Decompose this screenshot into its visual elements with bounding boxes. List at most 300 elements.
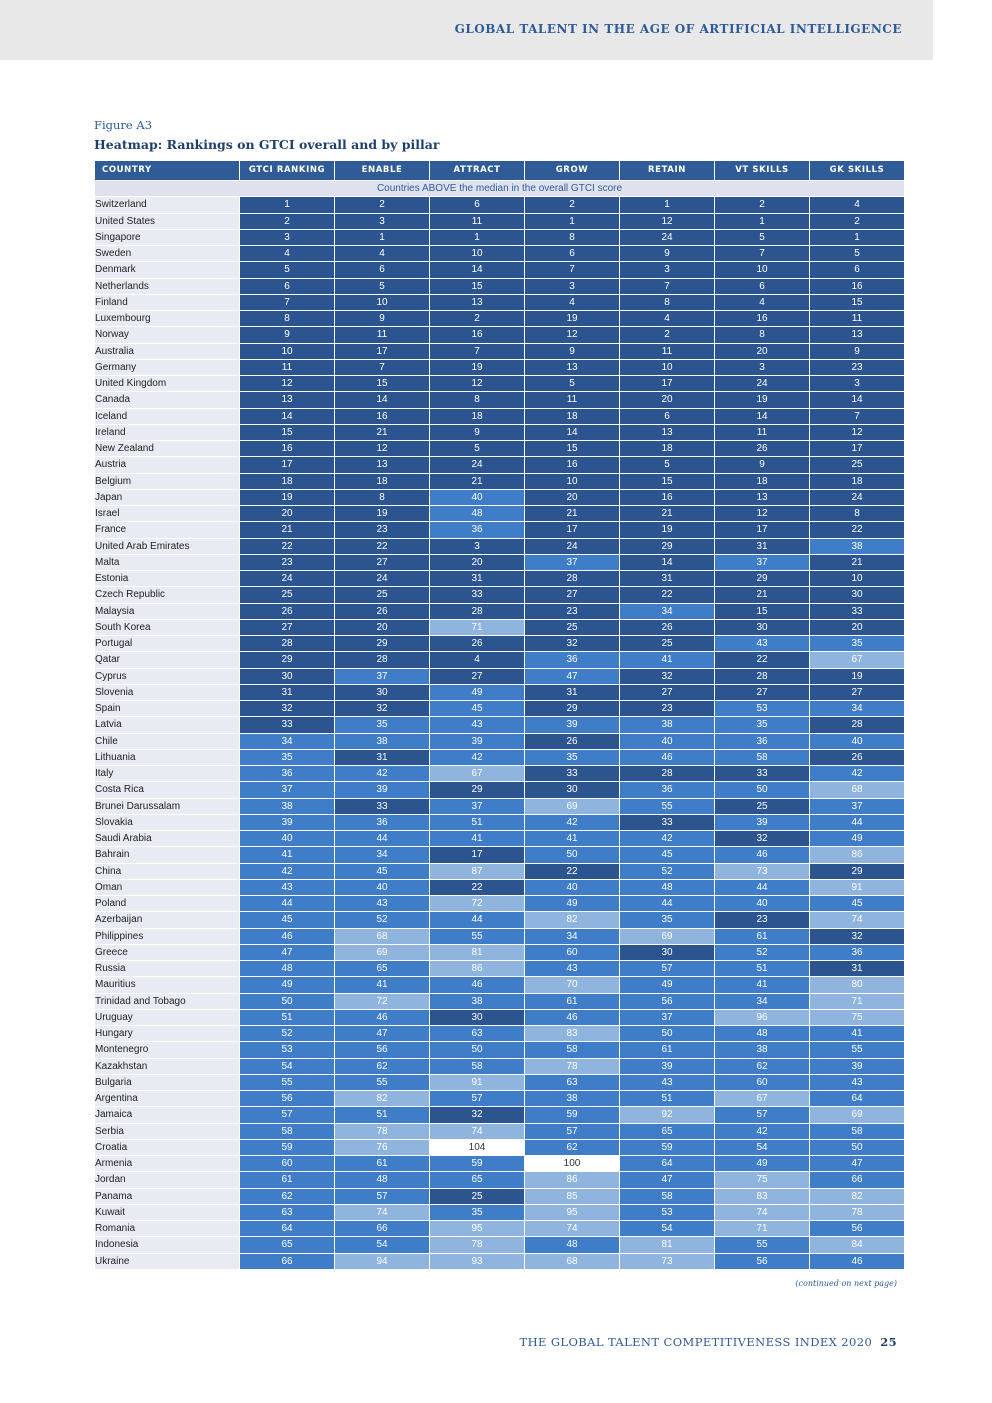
table-row xyxy=(95,620,904,636)
rank-cell: 4 xyxy=(620,311,714,327)
country-name: Chile xyxy=(95,734,239,750)
table-row xyxy=(95,1059,904,1075)
rank-cell: 61 xyxy=(525,994,619,1010)
rank-cell: 8 xyxy=(620,295,714,311)
rank-cell: 28 xyxy=(240,636,334,652)
rank-cell: 19 xyxy=(715,392,809,408)
rank-cell: 59 xyxy=(525,1107,619,1123)
country-name: Austria xyxy=(95,457,239,473)
rank-cell: 27 xyxy=(620,685,714,701)
rank-cell: 25 xyxy=(810,457,904,473)
rank-cell: 54 xyxy=(335,1237,429,1253)
continued-note: (continued on next page) xyxy=(795,1279,897,1288)
rank-cell: 75 xyxy=(715,1172,809,1188)
rank-cell: 13 xyxy=(810,327,904,343)
table-row xyxy=(95,766,904,782)
rank-cell: 46 xyxy=(335,1010,429,1026)
rank-cell: 42 xyxy=(810,766,904,782)
rank-cell: 19 xyxy=(240,490,334,506)
rank-cell: 14 xyxy=(335,392,429,408)
country-name: France xyxy=(95,522,239,538)
country-name: Australia xyxy=(95,344,239,360)
country-name: Croatia xyxy=(95,1140,239,1156)
rank-cell: 50 xyxy=(240,994,334,1010)
country-name: Slovenia xyxy=(95,685,239,701)
rank-cell: 36 xyxy=(525,652,619,668)
rank-cell: 4 xyxy=(525,295,619,311)
rank-cell: 46 xyxy=(810,1254,904,1270)
rank-cell: 47 xyxy=(240,945,334,961)
rank-cell: 33 xyxy=(620,815,714,831)
rank-cell: 86 xyxy=(525,1172,619,1188)
rank-cell: 14 xyxy=(430,262,524,278)
rank-cell: 12 xyxy=(715,506,809,522)
table-row xyxy=(95,799,904,815)
rank-cell: 36 xyxy=(430,522,524,538)
rank-cell: 38 xyxy=(715,1042,809,1058)
table-row xyxy=(95,1237,904,1253)
rank-cell: 19 xyxy=(525,311,619,327)
rank-cell: 6 xyxy=(525,246,619,262)
rank-cell: 10 xyxy=(430,246,524,262)
rank-cell: 11 xyxy=(810,311,904,327)
rank-cell: 74 xyxy=(810,912,904,928)
country-name: Azerbaijan xyxy=(95,912,239,928)
rank-cell: 18 xyxy=(525,409,619,425)
rank-cell: 96 xyxy=(715,1010,809,1026)
rank-cell: 7 xyxy=(620,279,714,295)
rank-cell: 9 xyxy=(240,327,334,343)
column-header: GROW xyxy=(525,161,619,181)
rank-cell: 48 xyxy=(715,1026,809,1042)
rank-cell: 13 xyxy=(430,295,524,311)
rank-cell: 81 xyxy=(620,1237,714,1253)
rank-cell: 45 xyxy=(810,896,904,912)
rank-cell: 32 xyxy=(240,701,334,717)
table-row xyxy=(95,831,904,847)
rank-cell: 47 xyxy=(620,1172,714,1188)
rank-cell: 26 xyxy=(335,604,429,620)
table-row xyxy=(95,441,904,457)
rank-cell: 55 xyxy=(715,1237,809,1253)
rank-cell: 55 xyxy=(620,799,714,815)
rank-cell: 58 xyxy=(525,1042,619,1058)
rank-cell: 34 xyxy=(810,701,904,717)
rank-cell: 25 xyxy=(620,636,714,652)
table-row xyxy=(95,360,904,376)
rank-cell: 51 xyxy=(240,1010,334,1026)
rank-cell: 45 xyxy=(620,847,714,863)
rank-cell: 15 xyxy=(430,279,524,295)
rank-cell: 26 xyxy=(715,441,809,457)
table-row xyxy=(95,197,904,213)
rank-cell: 24 xyxy=(525,539,619,555)
rank-cell: 35 xyxy=(240,750,334,766)
rank-cell: 13 xyxy=(335,457,429,473)
rank-cell: 52 xyxy=(715,945,809,961)
rank-cell: 22 xyxy=(240,539,334,555)
rank-cell: 74 xyxy=(715,1205,809,1221)
section-subheader-row xyxy=(95,181,904,197)
country-name: Germany xyxy=(95,360,239,376)
rank-cell: 17 xyxy=(620,376,714,392)
rank-cell: 55 xyxy=(335,1075,429,1091)
rank-cell: 6 xyxy=(430,197,524,213)
rank-cell: 11 xyxy=(335,327,429,343)
rank-cell: 11 xyxy=(620,344,714,360)
column-header: ATTRACT xyxy=(430,161,524,181)
rank-cell: 37 xyxy=(525,555,619,571)
rank-cell: 53 xyxy=(240,1042,334,1058)
rank-cell: 29 xyxy=(430,782,524,798)
rank-cell: 21 xyxy=(810,555,904,571)
rank-cell: 13 xyxy=(620,425,714,441)
rank-cell: 17 xyxy=(525,522,619,538)
rank-cell: 6 xyxy=(240,279,334,295)
rank-cell: 2 xyxy=(715,197,809,213)
rank-cell: 34 xyxy=(335,847,429,863)
rank-cell: 57 xyxy=(620,961,714,977)
rank-cell: 66 xyxy=(335,1221,429,1237)
rank-cell: 5 xyxy=(240,262,334,278)
country-name: Denmark xyxy=(95,262,239,278)
rank-cell: 8 xyxy=(715,327,809,343)
table-row xyxy=(95,587,904,603)
rank-cell: 71 xyxy=(810,994,904,1010)
rank-cell: 10 xyxy=(620,360,714,376)
table-row xyxy=(95,636,904,652)
rank-cell: 56 xyxy=(810,1221,904,1237)
table-row xyxy=(95,929,904,945)
table-row xyxy=(95,1205,904,1221)
rank-cell: 40 xyxy=(335,880,429,896)
rank-cell: 29 xyxy=(335,636,429,652)
rank-cell: 18 xyxy=(620,441,714,457)
rank-cell: 36 xyxy=(240,766,334,782)
table-row xyxy=(95,782,904,798)
rank-cell: 57 xyxy=(335,1189,429,1205)
country-name: Bulgaria xyxy=(95,1075,239,1091)
rank-cell: 48 xyxy=(525,1237,619,1253)
rank-cell: 3 xyxy=(240,230,334,246)
rank-cell: 50 xyxy=(430,1042,524,1058)
rank-cell: 21 xyxy=(430,474,524,490)
rank-cell: 87 xyxy=(430,864,524,880)
column-header: ENABLE xyxy=(335,161,429,181)
rank-cell: 29 xyxy=(715,571,809,587)
rank-cell: 78 xyxy=(525,1059,619,1075)
rank-cell: 33 xyxy=(430,587,524,603)
table-row xyxy=(95,685,904,701)
table-row xyxy=(95,896,904,912)
rank-cell: 83 xyxy=(525,1026,619,1042)
rank-cell: 61 xyxy=(620,1042,714,1058)
rank-cell: 64 xyxy=(240,1221,334,1237)
rank-cell: 3 xyxy=(525,279,619,295)
rank-cell: 82 xyxy=(335,1091,429,1107)
table-row xyxy=(95,1010,904,1026)
table-row xyxy=(95,262,904,278)
country-name: Philippines xyxy=(95,929,239,945)
rank-cell: 19 xyxy=(335,506,429,522)
rank-cell: 20 xyxy=(620,392,714,408)
rank-cell: 57 xyxy=(430,1091,524,1107)
country-name: Singapore xyxy=(95,230,239,246)
country-name: United Kingdom xyxy=(95,376,239,392)
country-name: Russia xyxy=(95,961,239,977)
country-name: Estonia xyxy=(95,571,239,587)
rank-cell: 37 xyxy=(715,555,809,571)
rank-cell: 21 xyxy=(240,522,334,538)
rank-cell: 33 xyxy=(525,766,619,782)
rank-cell: 23 xyxy=(715,912,809,928)
rank-cell: 68 xyxy=(810,782,904,798)
rank-cell: 17 xyxy=(810,441,904,457)
rank-cell: 11 xyxy=(240,360,334,376)
country-name: Cyprus xyxy=(95,669,239,685)
table-row xyxy=(95,1026,904,1042)
rank-cell: 9 xyxy=(430,425,524,441)
rank-cell: 26 xyxy=(525,734,619,750)
rank-cell: 25 xyxy=(430,1189,524,1205)
country-name: New Zealand xyxy=(95,441,239,457)
rank-cell: 62 xyxy=(335,1059,429,1075)
table-row xyxy=(95,344,904,360)
column-header: COUNTRY xyxy=(95,161,239,181)
rank-cell: 15 xyxy=(810,295,904,311)
rank-cell: 8 xyxy=(430,392,524,408)
rank-cell: 40 xyxy=(620,734,714,750)
rank-cell: 41 xyxy=(430,831,524,847)
rank-cell: 46 xyxy=(620,750,714,766)
rank-cell: 23 xyxy=(810,360,904,376)
rank-cell: 16 xyxy=(620,490,714,506)
table-row xyxy=(95,717,904,733)
rank-cell: 11 xyxy=(525,392,619,408)
rank-cell: 39 xyxy=(715,815,809,831)
rank-cell: 37 xyxy=(240,782,334,798)
rank-cell: 36 xyxy=(620,782,714,798)
rank-cell: 62 xyxy=(715,1059,809,1075)
rank-cell: 58 xyxy=(620,1189,714,1205)
rank-cell: 50 xyxy=(810,1140,904,1156)
rank-cell: 16 xyxy=(810,279,904,295)
rank-cell: 62 xyxy=(525,1140,619,1156)
rank-cell: 36 xyxy=(715,734,809,750)
rank-cell: 5 xyxy=(715,230,809,246)
rank-cell: 48 xyxy=(430,506,524,522)
rank-cell: 9 xyxy=(620,246,714,262)
table-row xyxy=(95,604,904,620)
rank-cell: 58 xyxy=(810,1124,904,1140)
rank-cell: 72 xyxy=(430,896,524,912)
rank-cell: 22 xyxy=(810,522,904,538)
rank-cell: 56 xyxy=(335,1042,429,1058)
figure-label: Figure A3 xyxy=(94,118,153,132)
rank-cell: 34 xyxy=(620,604,714,620)
rank-cell: 67 xyxy=(430,766,524,782)
rank-cell: 6 xyxy=(810,262,904,278)
rank-cell: 19 xyxy=(810,669,904,685)
rank-cell: 49 xyxy=(240,977,334,993)
rank-cell: 1 xyxy=(525,214,619,230)
rank-cell: 74 xyxy=(430,1124,524,1140)
country-name: Malta xyxy=(95,555,239,571)
rank-cell: 4 xyxy=(240,246,334,262)
rank-cell: 25 xyxy=(525,620,619,636)
rank-cell: 78 xyxy=(430,1237,524,1253)
rank-cell: 64 xyxy=(810,1091,904,1107)
rank-cell: 31 xyxy=(620,571,714,587)
rank-cell: 43 xyxy=(810,1075,904,1091)
table-row xyxy=(95,945,904,961)
rank-cell: 32 xyxy=(525,636,619,652)
rank-cell: 43 xyxy=(525,961,619,977)
rank-cell: 22 xyxy=(525,864,619,880)
rank-cell: 24 xyxy=(430,457,524,473)
rank-cell: 93 xyxy=(430,1254,524,1270)
country-name: Qatar xyxy=(95,652,239,668)
rank-cell: 22 xyxy=(715,652,809,668)
rank-cell: 51 xyxy=(715,961,809,977)
rank-cell: 18 xyxy=(715,474,809,490)
rank-cell: 104 xyxy=(430,1140,524,1156)
rank-cell: 86 xyxy=(430,961,524,977)
page-number: 25 xyxy=(880,1335,897,1349)
figure-title: Heatmap: Rankings on GTCI overall and by pillar xyxy=(94,137,440,152)
table-row xyxy=(95,425,904,441)
rank-cell: 12 xyxy=(525,327,619,343)
rank-cell: 4 xyxy=(335,246,429,262)
rank-cell: 10 xyxy=(525,474,619,490)
rank-cell: 52 xyxy=(335,912,429,928)
rank-cell: 69 xyxy=(335,945,429,961)
rank-cell: 32 xyxy=(430,1107,524,1123)
rank-cell: 27 xyxy=(810,685,904,701)
rank-cell: 3 xyxy=(715,360,809,376)
rank-cell: 12 xyxy=(240,376,334,392)
rank-cell: 21 xyxy=(715,587,809,603)
rank-cell: 38 xyxy=(620,717,714,733)
rank-cell: 28 xyxy=(715,669,809,685)
rank-cell: 56 xyxy=(620,994,714,1010)
rank-cell: 54 xyxy=(715,1140,809,1156)
rank-cell: 18 xyxy=(335,474,429,490)
table-row xyxy=(95,230,904,246)
country-name: Argentina xyxy=(95,1091,239,1107)
rank-cell: 26 xyxy=(620,620,714,636)
table-header-row xyxy=(95,161,904,181)
rank-cell: 39 xyxy=(810,1059,904,1075)
rank-cell: 30 xyxy=(715,620,809,636)
rank-cell: 20 xyxy=(430,555,524,571)
rank-cell: 37 xyxy=(335,669,429,685)
rank-cell: 59 xyxy=(240,1140,334,1156)
rank-cell: 35 xyxy=(430,1205,524,1221)
table-row xyxy=(95,295,904,311)
rank-cell: 43 xyxy=(715,636,809,652)
rank-cell: 45 xyxy=(430,701,524,717)
rank-cell: 42 xyxy=(240,864,334,880)
rank-cell: 55 xyxy=(810,1042,904,1058)
country-name: Netherlands xyxy=(95,279,239,295)
rank-cell: 53 xyxy=(620,1205,714,1221)
rank-cell: 17 xyxy=(240,457,334,473)
rank-cell: 21 xyxy=(525,506,619,522)
rank-cell: 40 xyxy=(240,831,334,847)
rank-cell: 5 xyxy=(620,457,714,473)
rank-cell: 18 xyxy=(810,474,904,490)
rank-cell: 61 xyxy=(715,929,809,945)
country-name: Poland xyxy=(95,896,239,912)
page-footer xyxy=(520,1335,898,1349)
rank-cell: 7 xyxy=(525,262,619,278)
table-row xyxy=(95,977,904,993)
rank-cell: 56 xyxy=(240,1091,334,1107)
rank-cell: 35 xyxy=(335,717,429,733)
rank-cell: 41 xyxy=(620,652,714,668)
country-name: Serbia xyxy=(95,1124,239,1140)
column-header: GTCI RANKING xyxy=(240,161,334,181)
rank-cell: 26 xyxy=(430,636,524,652)
rank-cell: 3 xyxy=(810,376,904,392)
rank-cell: 65 xyxy=(430,1172,524,1188)
table-row xyxy=(95,734,904,750)
rank-cell: 17 xyxy=(335,344,429,360)
rank-cell: 57 xyxy=(715,1107,809,1123)
rank-cell: 22 xyxy=(430,880,524,896)
rank-cell: 1 xyxy=(430,230,524,246)
country-name: Greece xyxy=(95,945,239,961)
rank-cell: 1 xyxy=(240,197,334,213)
country-name: Panama xyxy=(95,1189,239,1205)
rank-cell: 15 xyxy=(240,425,334,441)
rank-cell: 58 xyxy=(430,1059,524,1075)
rank-cell: 12 xyxy=(430,376,524,392)
rank-cell: 45 xyxy=(335,864,429,880)
table-row xyxy=(95,490,904,506)
table-row xyxy=(95,376,904,392)
country-name: Ireland xyxy=(95,425,239,441)
rank-cell: 48 xyxy=(620,880,714,896)
rank-cell: 86 xyxy=(810,847,904,863)
rank-cell: 44 xyxy=(430,912,524,928)
rank-cell: 65 xyxy=(620,1124,714,1140)
rank-cell: 3 xyxy=(620,262,714,278)
rank-cell: 58 xyxy=(715,750,809,766)
rank-cell: 58 xyxy=(240,1124,334,1140)
rank-cell: 78 xyxy=(810,1205,904,1221)
rank-cell: 78 xyxy=(335,1124,429,1140)
rank-cell: 54 xyxy=(240,1059,334,1075)
rank-cell: 19 xyxy=(620,522,714,538)
rank-cell: 44 xyxy=(335,831,429,847)
rank-cell: 9 xyxy=(810,344,904,360)
rank-cell: 50 xyxy=(715,782,809,798)
country-name: Brunei Darussalam xyxy=(95,799,239,815)
rank-cell: 76 xyxy=(335,1140,429,1156)
rank-cell: 28 xyxy=(620,766,714,782)
rank-cell: 14 xyxy=(810,392,904,408)
rank-cell: 10 xyxy=(335,295,429,311)
rank-cell: 66 xyxy=(810,1172,904,1188)
rank-cell: 16 xyxy=(715,311,809,327)
rank-cell: 31 xyxy=(810,961,904,977)
table-row xyxy=(95,246,904,262)
country-name: Switzerland xyxy=(95,197,239,213)
rank-cell: 20 xyxy=(715,344,809,360)
rank-cell: 30 xyxy=(430,1010,524,1026)
